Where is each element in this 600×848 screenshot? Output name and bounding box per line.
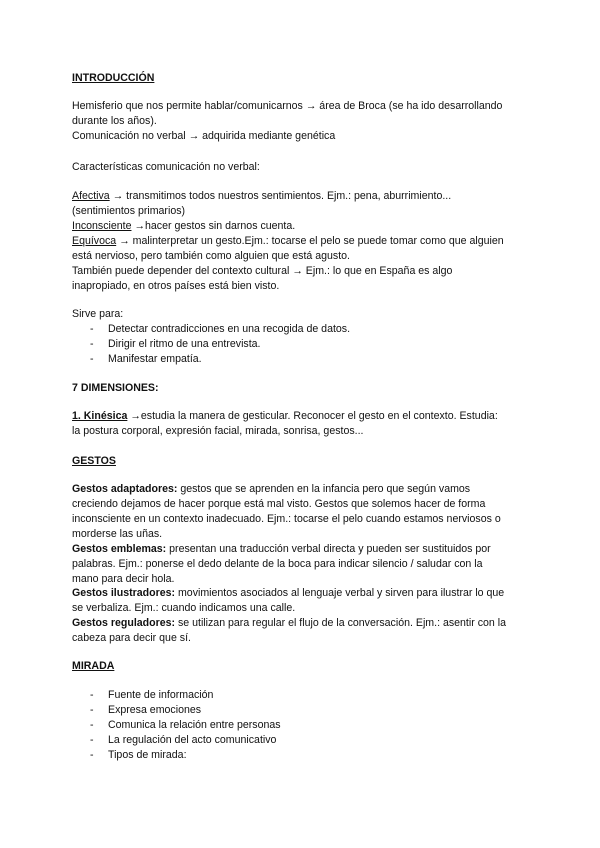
bullet-dash: -	[90, 338, 94, 350]
inconsciente-term: Inconsciente	[72, 220, 132, 232]
bullet-dash: -	[90, 353, 94, 365]
kinesica-term: 1. Kinésica	[72, 410, 128, 422]
inconsciente-line	[72, 219, 295, 234]
bullet-dash: -	[90, 689, 94, 701]
list-item	[90, 688, 213, 703]
ilustradores-term: Gestos ilustradores:	[72, 587, 176, 599]
equivoca-line2: está nervioso, pero también como alguien que está agusto.	[72, 250, 350, 262]
bullet-dash: -	[90, 323, 94, 335]
cultural-line2: inapropiado, en otros países está bien visto.	[72, 280, 280, 292]
list-item	[90, 322, 350, 337]
afectiva-text: → transmitimos todos nuestros sentimientos. Ejm.: pena, aburrimiento...	[109, 190, 452, 202]
bullet-dash: -	[90, 734, 94, 746]
adaptadores-line4: morderse las uñas.	[72, 528, 163, 540]
adaptadores-line3: inconsciente en un contexto inadecuado. Ejm.: tocarse el pelo cuando estamos nerviosos o	[72, 513, 501, 525]
ilustradores-line1	[72, 586, 504, 601]
intro-heading: INTRODUCCIÓN	[72, 72, 155, 84]
adaptadores-term: Gestos adaptadores:	[72, 483, 178, 495]
bullet-dash: -	[90, 749, 94, 761]
emblemas-term: Gestos emblemas:	[72, 543, 167, 555]
emblemas-text: presentan una traducción verbal directa y pueden ser sustituidos por	[166, 543, 491, 555]
list-item-text: Comunica la relación entre personas	[108, 719, 281, 731]
kinesica-text: →estudia la manera de gesticular. Reconocer el gesto en el contexto. Estudia:	[127, 410, 498, 422]
list-item-text: Fuente de información	[108, 689, 214, 701]
bullet-dash: -	[90, 719, 94, 731]
adaptadores-line1	[72, 482, 470, 497]
intro-p1-line1: Hemisferio que nos permite hablar/comunicarnos → área de Broca (se ha ido desarrollando	[72, 100, 503, 112]
kinesica-line1	[72, 409, 498, 424]
intro-p1-line3: Comunicación no verbal → adquirida mediante genética	[72, 130, 336, 142]
list-item-text: Tipos de mirada:	[108, 749, 187, 761]
dimensiones-heading: 7 DIMENSIONES:	[72, 382, 159, 394]
afectiva-term: Afectiva	[72, 190, 110, 202]
list-item-text: La regulación del acto comunicativo	[108, 734, 277, 746]
equivoca-term: Equívoca	[72, 235, 117, 247]
reguladores-line2: cabeza para decir que sí.	[72, 632, 191, 644]
list-item	[90, 733, 276, 748]
cultural-line1: También puede depender del contexto cultural → Ejm.: lo que en España es algo	[72, 265, 453, 277]
list-item	[90, 337, 261, 352]
reguladores-line1	[72, 616, 506, 631]
afectiva-line2: (sentimientos primarios)	[72, 205, 186, 217]
caracteristicas-label: Características comunicación no verbal:	[72, 161, 260, 173]
reguladores-term: Gestos reguladores:	[72, 617, 176, 629]
list-item	[90, 352, 202, 367]
emblemas-line2: palabras. Ejm.: ponerse el dedo delante de la boca para indicar silencio / saludar con la	[72, 558, 483, 570]
list-item	[90, 718, 281, 733]
ilustradores-line2: se verbaliza. Ejm.: cuando indicamos una calle.	[72, 602, 296, 614]
bullet-dash: -	[90, 704, 94, 716]
inconsciente-text: →hacer gestos sin darnos cuenta.	[131, 220, 296, 232]
kinesica-line2: la postura corporal, expresión facial, mirada, sonrisa, gestos...	[72, 425, 364, 437]
list-item-text: Manifestar empatía.	[108, 353, 202, 365]
adaptadores-text: gestos que se aprenden en la infancia pero que según vamos	[177, 483, 471, 495]
intro-p1-line2: durante los años).	[72, 115, 157, 127]
mirada-heading: MIRADA	[72, 660, 115, 672]
afectiva-line1	[72, 189, 451, 204]
list-item	[90, 703, 201, 718]
equivoca-line1	[72, 234, 504, 249]
list-item	[90, 748, 187, 763]
list-item-text: Expresa emociones	[108, 704, 202, 716]
gestos-heading: GESTOS	[72, 455, 116, 467]
sirve-label: Sirve para:	[72, 308, 124, 320]
reguladores-text: se utilizan para regular el flujo de la conversación. Ejm.: asentir con la	[175, 617, 506, 629]
list-item-text: Dirigir el ritmo de una entrevista.	[108, 338, 261, 350]
ilustradores-text: movimientos asociados al lenguaje verbal y sirven para ilustrar lo que	[175, 587, 505, 599]
equivoca-text: → malinterpretar un gesto.Ejm.: tocarse el pelo se puede tomar como que alguien	[116, 235, 504, 247]
adaptadores-line2: creciendo dejamos de hacer porque está mal visto. Gestos que solemos hacer de forma	[72, 498, 486, 510]
emblemas-line3: mano para decir hola.	[72, 573, 175, 585]
list-item-text: Detectar contradicciones en una recogida de datos.	[108, 323, 351, 335]
emblemas-line1	[72, 542, 491, 557]
